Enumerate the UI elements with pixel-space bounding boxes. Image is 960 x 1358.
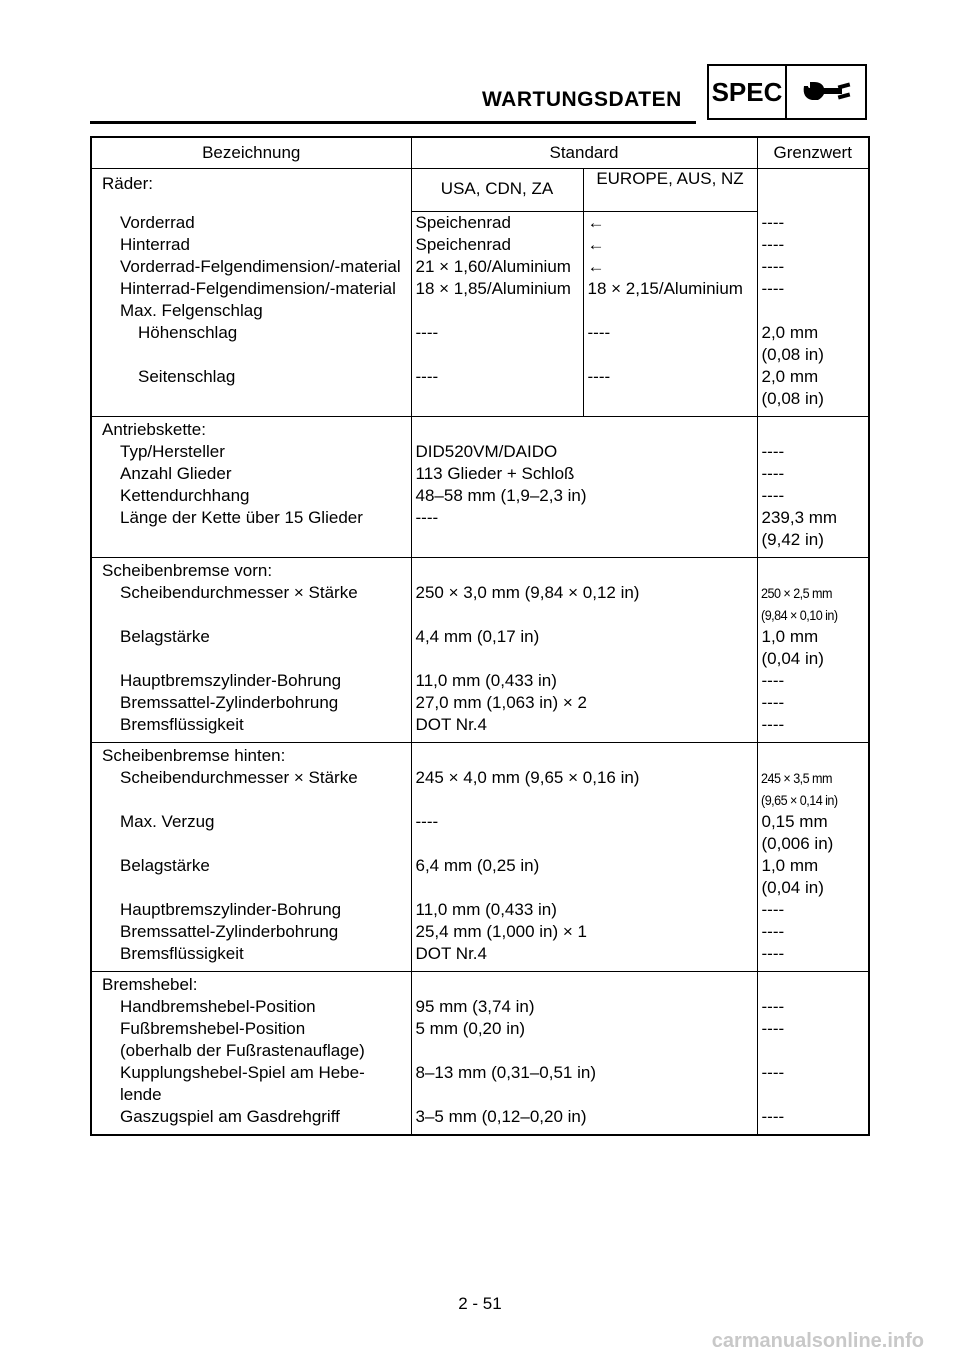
row-label: Länge der Kette über 15 Glieder	[91, 507, 411, 558]
table-row	[91, 626, 869, 670]
standard-value: ----	[411, 811, 757, 855]
table-cell	[411, 972, 757, 997]
standard-usa: ----	[411, 366, 583, 417]
standard-usa: ----	[411, 322, 583, 366]
table-row	[91, 507, 869, 558]
standard-value: 95 mm (3,74 in)	[411, 996, 757, 1018]
table-cell	[757, 743, 869, 768]
limit-value: ----	[757, 714, 869, 743]
limit-value: ----	[757, 692, 869, 714]
table-row	[91, 278, 869, 300]
standard-value: 25,4 mm (1,000 in) × 1	[411, 921, 757, 943]
limit-value: 0,15 mm (0,006 in)	[757, 811, 869, 855]
row-label: Vorderrad-Felgendimension/-material	[120, 257, 401, 276]
section-title-row	[91, 169, 869, 212]
table-cell	[411, 558, 757, 583]
limit-value: 1,0 mm (0,04 in)	[757, 626, 869, 670]
section-title: Räder:	[102, 174, 154, 193]
row-label: Scheibendurchmesser × Stärke	[120, 583, 358, 602]
standard-value: ----	[411, 507, 757, 558]
limit-value: ----	[757, 921, 869, 943]
row-label: Seitenschlag	[91, 366, 411, 417]
table-row	[91, 322, 869, 366]
limit-value: ----	[757, 278, 869, 300]
section-title-row	[91, 417, 869, 442]
limit-value: ----	[757, 670, 869, 692]
limit-value: ----	[757, 463, 869, 485]
limit-value: 2,0 mm (0,08 in)	[757, 366, 869, 417]
table-cell	[411, 743, 757, 768]
standard-usa: Speichenrad	[411, 234, 583, 256]
row-label: Typ/Hersteller	[120, 442, 225, 461]
row-label: Kettendurchhang	[120, 486, 250, 505]
limit-value: ----	[757, 212, 869, 235]
section-title-row	[91, 743, 869, 768]
standard-usa: Speichenrad	[411, 212, 583, 235]
section-title-row	[91, 558, 869, 583]
row-label: Hauptbremszylinder-Bohrung	[120, 671, 342, 690]
table-cell	[411, 417, 757, 442]
table-row	[91, 463, 869, 485]
row-label: Fußbremshebel-Position (oberhalb der Fußrastenauflage)	[120, 1019, 365, 1060]
table-row	[91, 441, 869, 463]
standard-value: 245 × 4,0 mm (9,65 × 0,16 in)	[411, 767, 757, 811]
row-label: Bremsflüssigkeit	[91, 714, 411, 743]
row-label: Hauptbremszylinder-Bohrung	[120, 900, 342, 919]
row-label: Kupplungshebel-Spiel am Hebe- lende	[120, 1063, 365, 1104]
table-row	[91, 582, 869, 626]
table-row	[91, 300, 869, 322]
row-label: Höhenschlag	[138, 323, 238, 342]
standard-value: 11,0 mm (0,433 in)	[411, 899, 757, 921]
limit-value: 2,0 mm (0,08 in)	[757, 322, 869, 366]
standard-value: DID520VM/DAIDO	[411, 441, 757, 463]
title-underline	[90, 121, 696, 124]
table-row	[91, 811, 869, 855]
standard-value: 8–13 mm (0,31–0,51 in)	[411, 1062, 757, 1106]
table-row	[91, 234, 869, 256]
standard-value: 6,4 mm (0,25 in)	[411, 855, 757, 899]
table-row	[91, 899, 869, 921]
col-header-bezeichnung: Bezeichnung	[91, 137, 411, 169]
table-row	[91, 1106, 869, 1135]
standard-value: 4,4 mm (0,17 in)	[411, 626, 757, 670]
table-row	[91, 921, 869, 943]
limit-value: ----	[757, 485, 869, 507]
standard-value: 27,0 mm (1,063 in) × 2	[411, 692, 757, 714]
section-title: Bremshebel:	[102, 975, 198, 994]
table-row	[91, 366, 869, 417]
standard-value: 250 × 3,0 mm (9,84 × 0,12 in)	[411, 582, 757, 626]
col-header-standard: Standard	[411, 137, 757, 169]
standard-value: DOT Nr.4	[411, 714, 757, 743]
table-row	[91, 767, 869, 811]
standard-europe	[583, 300, 757, 322]
standard-value: 5 mm (0,20 in)	[411, 1018, 757, 1062]
limit-value: ----	[757, 943, 869, 972]
table-row	[91, 1062, 869, 1106]
region-header-usa: USA, CDN, ZA	[411, 169, 583, 212]
page-number: 2 - 51	[458, 1294, 502, 1313]
standard-value: 3–5 mm (0,12–0,20 in)	[411, 1106, 757, 1135]
standard-value: 11,0 mm (0,433 in)	[411, 670, 757, 692]
standard-europe: ←	[583, 256, 757, 278]
standard-value: 48–58 mm (1,9–2,3 in)	[411, 485, 757, 507]
table-row	[91, 485, 869, 507]
row-label: Belagstärke	[120, 856, 210, 875]
table-cell	[757, 417, 869, 442]
watermark: carmanualsonline.info	[711, 1330, 924, 1352]
limit-value: 250 × 2,5 mm (9,84 × 0,10 in)	[757, 582, 858, 626]
page-title: WARTUNGSDATEN	[482, 88, 682, 111]
spec-badge: SPEC	[707, 64, 787, 120]
limit-value: ----	[757, 996, 869, 1018]
standard-usa: 21 × 1,60/Aluminium	[411, 256, 583, 278]
table-cell	[757, 972, 869, 997]
row-label: Scheibendurchmesser × Stärke	[120, 768, 358, 787]
limit-value: 245 × 3,5 mm (9,65 × 0,14 in)	[757, 767, 858, 811]
row-label: Hinterrad-Felgendimension/-material	[120, 279, 396, 298]
limit-value: ----	[757, 1062, 869, 1106]
col-header-grenzwert: Grenzwert	[757, 137, 869, 169]
row-label: Max. Verzug	[120, 812, 215, 831]
table-row	[91, 1018, 869, 1062]
standard-europe: ←	[583, 234, 757, 256]
table-row	[91, 996, 869, 1018]
row-label: Bremsflüssigkeit	[91, 943, 411, 972]
section-title-row	[91, 972, 869, 997]
row-label: Gaszugspiel am Gasdrehgriff	[91, 1106, 411, 1135]
region-header-europe: EUROPE, AUS, NZ	[583, 169, 757, 212]
table-row	[91, 670, 869, 692]
limit-value: 239,3 mm (9,42 in)	[757, 507, 869, 558]
table-cell	[757, 558, 869, 583]
standard-usa	[411, 300, 583, 322]
section-title: Antriebskette:	[102, 420, 206, 439]
table-row	[91, 714, 869, 743]
limit-value: ----	[757, 441, 869, 463]
row-label: Vorderrad	[120, 212, 195, 232]
standard-europe: 18 × 2,15/Aluminium	[583, 278, 757, 300]
section-title: Scheibenbremse vorn:	[102, 561, 273, 580]
standard-usa: 18 × 1,85/Aluminium	[411, 278, 583, 300]
row-label: Max. Felgenschlag	[120, 301, 263, 320]
standard-value: 113 Glieder + Schloß	[411, 463, 757, 485]
table-cell	[757, 169, 869, 212]
table-row	[91, 943, 869, 972]
limit-value: 1,0 mm (0,04 in)	[757, 855, 869, 899]
limit-value: ----	[757, 234, 869, 256]
limit-value: ----	[757, 1018, 869, 1062]
spec-table	[90, 136, 870, 1136]
standard-europe: ←	[583, 212, 757, 235]
row-label: Anzahl Glieder	[120, 464, 232, 483]
row-label: Belagstärke	[120, 627, 210, 646]
limit-value: ----	[757, 1106, 869, 1135]
standard-value: DOT Nr.4	[411, 943, 757, 972]
row-label: Handbremshebel-Position	[120, 997, 316, 1016]
table-row	[91, 212, 869, 235]
section-title: Scheibenbremse hinten:	[102, 746, 286, 765]
table-row	[91, 855, 869, 899]
row-label: Hinterrad	[120, 235, 190, 254]
limit-value: ----	[757, 256, 869, 278]
standard-europe: ----	[583, 366, 757, 417]
row-label: Bremssattel-Zylinderbohrung	[120, 922, 339, 941]
row-label: Bremssattel-Zylinderbohrung	[120, 693, 339, 712]
standard-europe: ----	[583, 322, 757, 366]
wrench-icon	[787, 64, 867, 120]
limit-value	[757, 300, 869, 322]
limit-value: ----	[757, 899, 869, 921]
table-row	[91, 256, 869, 278]
table-row	[91, 692, 869, 714]
